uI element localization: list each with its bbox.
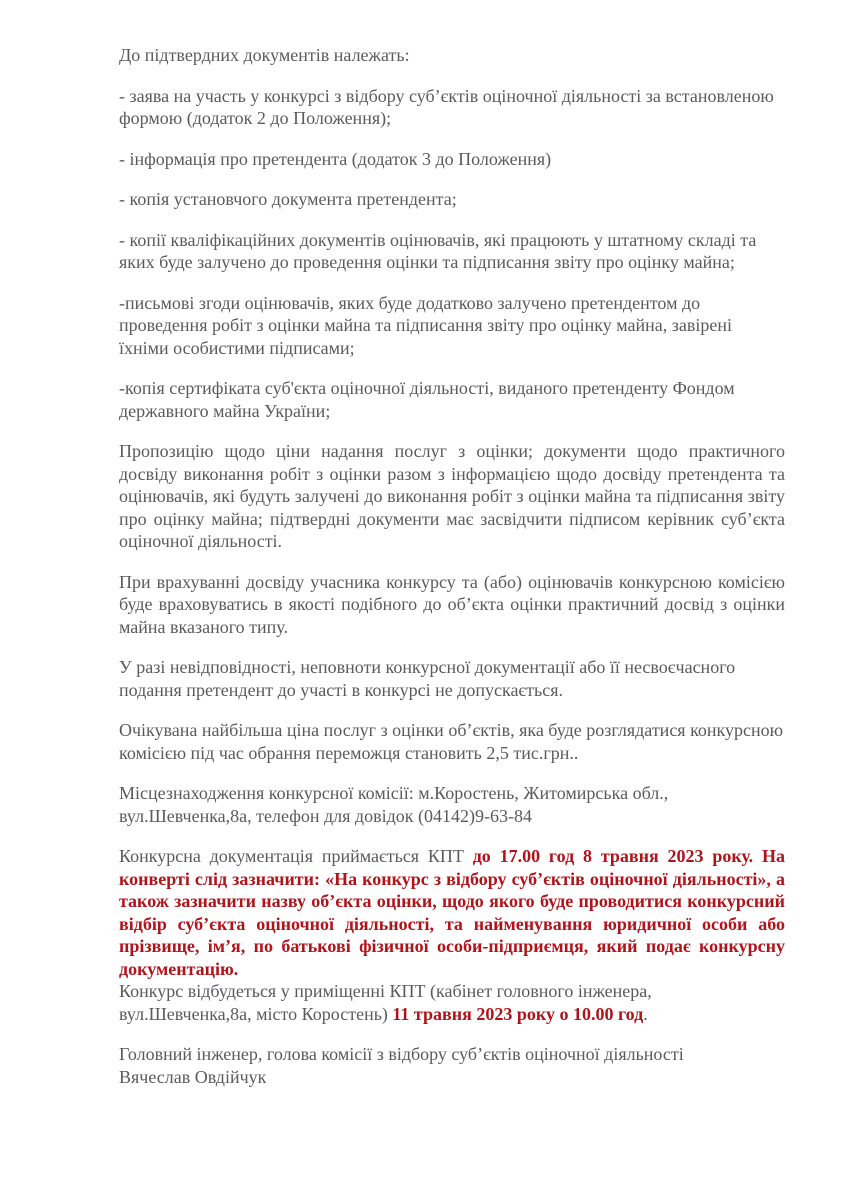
envelope-note: На конверті слід зазначити: «На конкурс з відбору суб’єктів оціночної діяльності», а також зазначити назву об’єкта оцінки, щодо якого буде проводитися конкурсний відбір суб’єкта оціночної діяльності, та найменування юридичної особи або прізвище, ім’я, по батькові фізичної особи-підприємця, який подає конкурсну документацію.: [119, 846, 786, 979]
signature-position: Головний інженер, голова комісії з відбору суб’єктів оціночної діяльності: [119, 1044, 684, 1064]
list-item: - копія установчого документа претендента;: [119, 189, 457, 209]
list-item: - інформація про претендента (додаток 3 до Положення): [119, 148, 552, 169]
list-item: -копія сертифіката суб'єкта оціночної діяльності, виданого претенденту Фондом державного майна України;: [119, 378, 735, 421]
venue-suffix: .: [643, 1003, 648, 1024]
experience-paragraph: При врахуванні досвіду учасника конкурсу та (або) оцінювачів конкурсною комісією буде враховуватись в якості подібного до об’єкта оцінки практичний досвід з оцінки майна вказаного типу.: [119, 571, 785, 637]
intro-line: До підтвердних документів належать:: [119, 45, 410, 65]
price-paragraph: Очікувана найбільша ціна послуг з оцінки об’єктів, яка буде розглядатися конкурсною комісією під час обрання переможця становить 2,5 тис.грн..: [119, 720, 784, 763]
noncompliance-paragraph: У разі невідповідності, неповноти конкурсної документації або її несвоєчасного подання претендент до участі в конкурсі не допускається.: [119, 657, 736, 700]
list-item: - копії кваліфікаційних документів оцінювачів, які працюють у штатному складі та яких буде залучено до проведення оцінки та підписання звіту про оцінку майна;: [119, 229, 757, 272]
submission-paragraph: [119, 845, 785, 980]
document-page: [119, 44, 785, 1088]
signature-name: Вячеслав Овдійчук: [119, 1066, 267, 1087]
location-paragraph: Місцезнаходження конкурсної комісії: м.Коростень, Житомирська обл., вул.Шевченка,8а, телефон для довідок (04142)9-63-84: [119, 783, 669, 826]
venue-paragraph: [119, 980, 785, 1025]
submission-deadline: до 17.00 год 8 травня 2023 року.: [472, 846, 754, 866]
list-item: -письмові згоди оцінювачів, яких буде додатково залучено претендентом до проведення робіт з оцінки майна та підписання звіту про оцінку майна, завірені їхніми особистими підписами;: [119, 292, 733, 358]
proposal-paragraph: Пропозицію щодо ціни надання послуг з оцінки; документи щодо практичного досвіду виконання робіт з оцінки разом з інформацією щодо досвіду претендента та оцінювачів, які будуть залучені до виконання робіт з оцінки майна та підписання звіту про оцінку майна; підтвердні документи має засвідчити підписом керівник суб’єкта оціночної діяльності.: [119, 441, 785, 551]
venue-datetime: 11 травня 2023 року о 10.00 год: [392, 1003, 644, 1024]
venue-prefix: Конкурс відбудеться у приміщенні КПТ (кабінет головного інженера, вул.Шевченка,8а, місто Коростень): [119, 981, 652, 1024]
submission-prefix: Конкурсна документація приймається КПТ: [119, 846, 473, 866]
list-item: - заява на участь у конкурсі з відбору суб’єктів оціночної діяльності за встановленою формою (додаток 2 до Положення);: [119, 85, 774, 128]
